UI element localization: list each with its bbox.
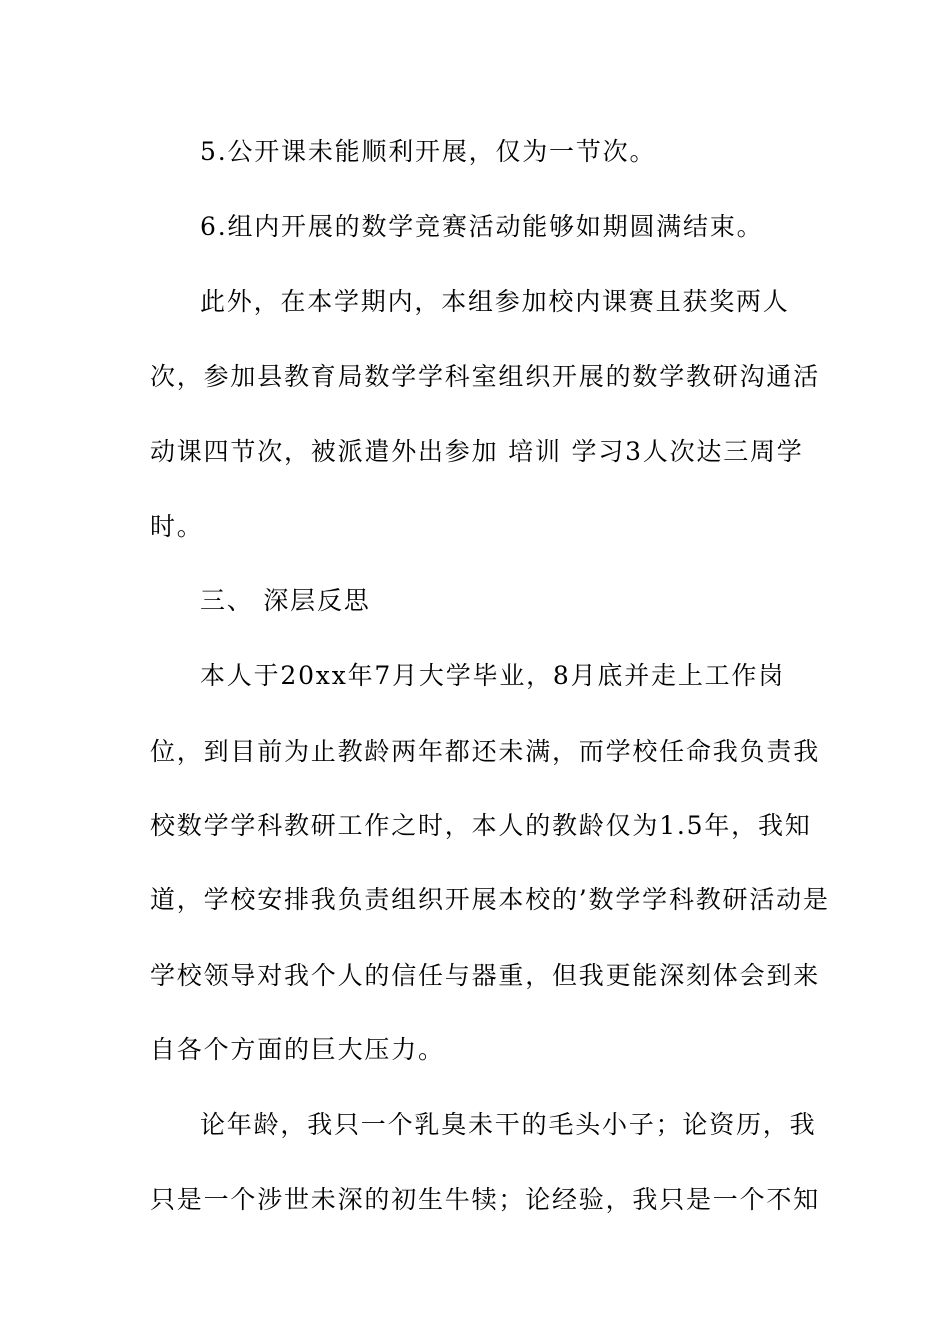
text-line: 时。	[150, 512, 204, 541]
text-line: 次，参加县教育局数学学科室组织开展的数学教研沟通活	[150, 362, 821, 391]
text-line: 道，学校安排我负责组织开展本校的’数学学科教研活动是	[150, 885, 830, 914]
text-line: 自各个方面的巨大压力。	[150, 1035, 445, 1064]
text-line: 本人于20xx年7月大学毕业，8月底并走上工作岗	[200, 661, 786, 690]
text-line: 6.组内开展的数学竞赛活动能够如期圆满结束。	[200, 212, 764, 241]
text-line: 校数学学科教研工作之时，本人的教龄仅为1.5年，我知	[150, 811, 812, 840]
text-line: 只是一个涉世未深的初生牛犊；论经验，我只是一个不知	[150, 1185, 821, 1214]
text-line: 论年龄，我只一个乳臭未干的毛头小子；论资历，我	[200, 1110, 817, 1139]
text-line: 此外，在本学期内，本组参加校内课赛且获奖两人	[200, 287, 790, 316]
text-line: 动课四节次，被派遣外出参加 培训 学习3人次达三周学	[150, 437, 804, 466]
text-line: 5.公开课未能顺利开展，仅为一节次。	[200, 137, 657, 166]
text-line: 位，到目前为止教龄两年都还未满，而学校任命我负责我	[150, 737, 821, 766]
text-line: 学校领导对我个人的信任与器重，但我更能深刻体会到来	[150, 961, 821, 990]
section-heading: 三、 深层反思	[200, 586, 371, 615]
